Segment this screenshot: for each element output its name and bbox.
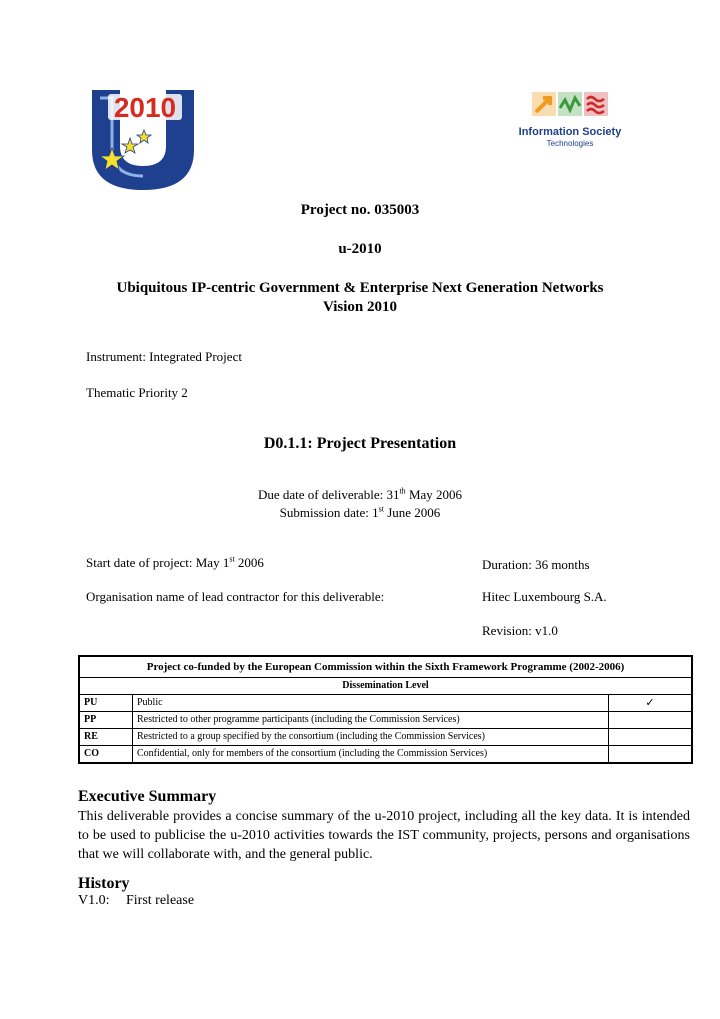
due-date-prefix: Due date of deliverable: 31 xyxy=(257,487,400,502)
ist-logo-squares xyxy=(510,88,630,128)
row-description: Restricted to a group specified by the consortium (including the Commission Services) xyxy=(133,729,609,746)
start-date xyxy=(86,555,264,571)
duration: Duration: 36 months xyxy=(482,557,590,572)
start-date-prefix: Start date of project: May 1 xyxy=(86,555,230,570)
table-subheader: Dissemination Level xyxy=(79,678,692,695)
project-title-line2: Vision 2010 xyxy=(322,299,398,315)
history-version: V1.0: xyxy=(78,893,110,908)
thematic-priority: Thematic Priority 2 xyxy=(86,385,188,400)
start-date-sup: st xyxy=(229,554,235,564)
due-date-suffix: May 2006 xyxy=(405,487,463,502)
lead-contractor-value: Hitec Luxembourg S.A. xyxy=(482,589,607,604)
dissemination-table xyxy=(78,655,693,764)
summary-text: This deliverable provides a concise summary of the u-2010 project, including all the key data. It is intended to be used to publicise the u-2010 activities towards the IST community, projects, persons and organisations that we will collaborate with, and the general public. xyxy=(78,809,690,862)
instrument: Instrument: Integrated Project xyxy=(86,349,242,364)
deliverable-title: D0.1.1: Project Presentation xyxy=(263,435,457,452)
table-row xyxy=(79,695,692,712)
table-row xyxy=(79,712,692,729)
start-date-suffix: 2006 xyxy=(234,555,264,570)
checkmark-icon: ✓ xyxy=(609,695,693,712)
project-number: Project no. 035003 xyxy=(300,202,420,218)
due-date xyxy=(0,487,720,503)
row-mark xyxy=(609,729,693,746)
table-header-row xyxy=(79,656,692,678)
row-description: Public xyxy=(133,695,609,712)
summary-heading: Executive Summary xyxy=(78,788,217,805)
project-title-line1: Ubiquitous IP-centric Government & Enterprise Next Generation Networks xyxy=(116,280,604,296)
submission-date-suffix: June 2006 xyxy=(383,505,441,520)
table-subheader-row xyxy=(79,678,692,695)
ist-logo-line2: Technologies xyxy=(546,139,594,148)
u2010-logo-text: 2010 xyxy=(113,92,177,123)
u2010-logo xyxy=(86,84,200,194)
history-note: First release xyxy=(126,893,195,908)
row-code: PU xyxy=(79,695,133,712)
project-acronym: u-2010 xyxy=(338,241,382,257)
row-code: CO xyxy=(79,746,133,764)
submission-date-sup: st xyxy=(378,504,384,514)
row-code: PP xyxy=(79,712,133,729)
row-description: Restricted to other programme participants (including the Commission Services) xyxy=(133,712,609,729)
table-header: Project co-funded by the European Commission within the Sixth Framework Programme (2002-2006) xyxy=(79,656,692,678)
submission-date-prefix: Submission date: 1 xyxy=(279,505,379,520)
ist-logo xyxy=(510,88,630,154)
due-date-sup: th xyxy=(399,486,406,496)
revision: Revision: v1.0 xyxy=(482,623,558,638)
row-code: RE xyxy=(79,729,133,746)
row-mark xyxy=(609,712,693,729)
table-row xyxy=(79,746,692,764)
lead-contractor-label: Organisation name of lead contractor for this deliverable: xyxy=(86,589,385,604)
ist-logo-line1: Information Society xyxy=(518,126,622,138)
history-heading: History xyxy=(78,875,130,892)
row-mark xyxy=(609,746,693,764)
submission-date xyxy=(0,505,720,521)
table-row xyxy=(79,729,692,746)
row-description: Confidential, only for members of the consortium (including the Commission Services) xyxy=(133,746,609,764)
